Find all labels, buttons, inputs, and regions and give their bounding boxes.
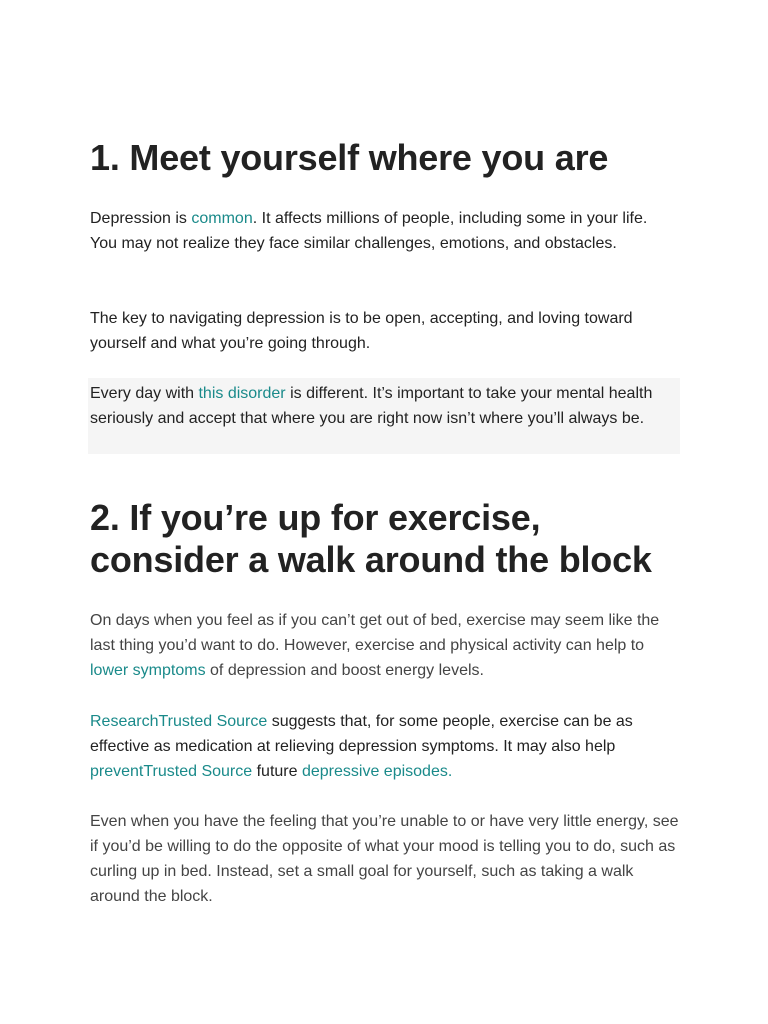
text-run: On days when you feel as if you can’t get out of bed, exercise may seem like the last thing you’d want to do. However, exercise and physical activity can help to <box>90 612 660 654</box>
paragraph-depression-common <box>90 206 670 256</box>
link-prevent-trusted-source[interactable]: preventTrusted Source <box>90 763 253 780</box>
link-common[interactable]: common <box>191 210 253 227</box>
link-research-trusted-source[interactable]: ResearchTrusted Source <box>90 713 268 730</box>
text-run: is different. It’s important to take your mental health seriously and accept that where you are right now isn’t where you’ll always be. <box>90 385 653 427</box>
paragraph-walk-around-block: Even when you have the feeling that you’re unable to or have very little energy, see if you’d be willing to do the opposite of what your mood is telling you to do, such as curling up in bed. Instead, set a small goal for yourself, such as taking a walk around the block. <box>90 813 679 905</box>
text-run: Every day with <box>90 385 199 402</box>
section-heading-exercise: 2. If you’re up for exercise, consider a walk around the block <box>90 497 652 580</box>
text-run: of depression and boost energy levels. <box>205 662 484 679</box>
link-depressive-episodes[interactable]: depressive episodes. <box>301 763 453 780</box>
text-run: Depression is <box>90 210 192 227</box>
text-run: suggests that, for some people, exercise can be as effective as medication at relieving depression symptoms. It may also help <box>90 713 633 755</box>
paragraph-exercise-intro <box>90 608 680 683</box>
text-run: . It affects millions of people, including some in your life. You may not realize they face similar challenges, emotions, and obstacles. <box>90 210 648 252</box>
paragraph-every-day <box>90 381 670 431</box>
paragraph-key-navigating: The key to navigating depression is to be open, accepting, and loving toward yourself and what you’re going through. <box>90 310 633 352</box>
link-lower-symptoms[interactable]: lower symptoms <box>90 662 206 679</box>
link-this-disorder[interactable]: this disorder <box>198 385 286 402</box>
paragraph-research <box>90 709 680 784</box>
section-heading-meet-yourself: 1. Meet yourself where you are <box>90 137 609 178</box>
text-run: future <box>252 763 302 780</box>
